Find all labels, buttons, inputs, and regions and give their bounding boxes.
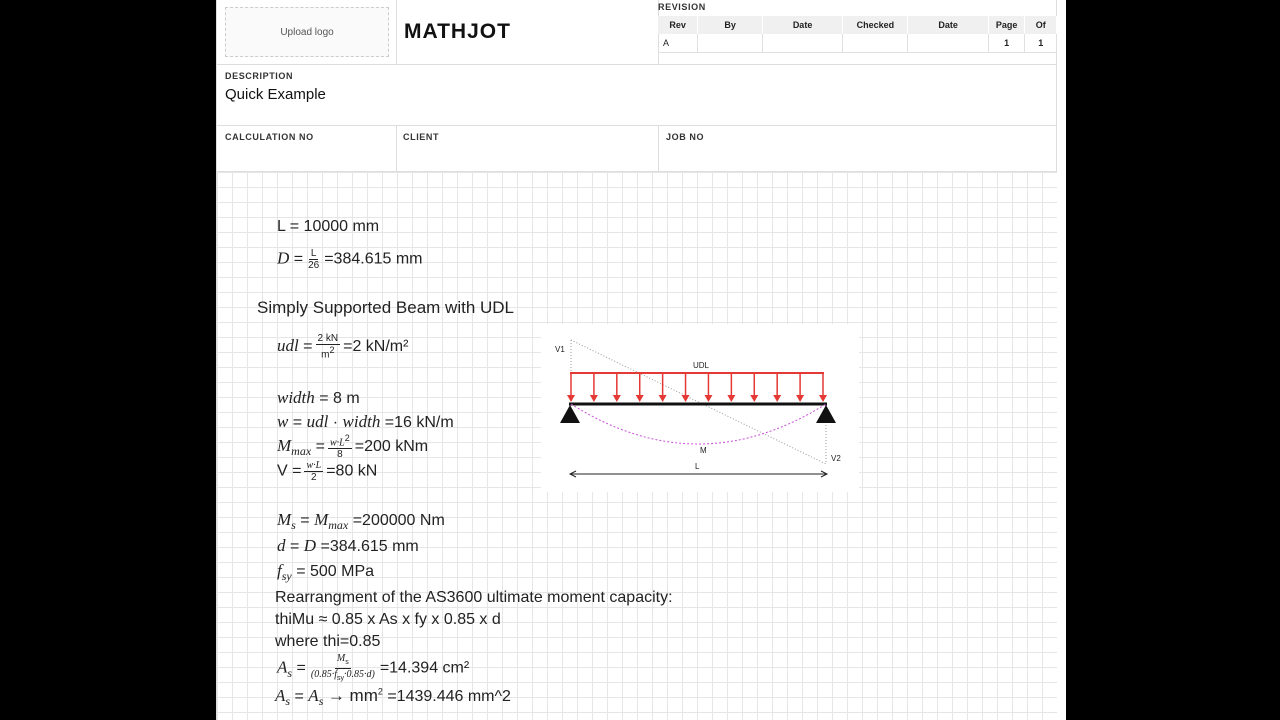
w-result: =16 kN/m — [384, 414, 454, 431]
udl-arrow-head — [750, 395, 758, 402]
depth-line[interactable]: D = $\frac{L}{26}$ =384.615 mm — [277, 248, 423, 271]
calculation-no-label: CALCULATION NO — [225, 132, 314, 142]
as-convert-line[interactable]: $A_s = A_s \to mm^2 =1439.446$ mm^2 — [275, 686, 511, 709]
udl-arrow-head — [636, 395, 644, 402]
ms-line[interactable]: $M_s = M_{max} =200000$ Nm — [277, 510, 445, 533]
udl-arrow-head — [590, 395, 598, 402]
width-line[interactable]: width = 8 m — [277, 388, 360, 407]
page-col-header: Page — [988, 16, 1025, 34]
revision-label: REVISION — [658, 2, 706, 12]
as-line[interactable]: $A_s$ = $\frac{M_s}{(0.85\cdot f_{sy}\cdot 0.85\cdot d)}$ =14.394 cm² — [277, 653, 470, 682]
note-line-3[interactable]: where thi=0.85 — [275, 633, 381, 650]
udl-arrow-head — [704, 395, 712, 402]
by-col-header: By — [698, 16, 763, 34]
shear-fraction: $\frac{w\cdot L}{2}$ — [306, 460, 322, 483]
udl-arrow-head — [819, 395, 827, 402]
length-line[interactable]: L = 10000 mm — [277, 218, 380, 235]
w-line[interactable]: w = udl · width =16 kN/m — [277, 412, 454, 431]
section-title[interactable]: Simply Supported Beam with UDL — [257, 298, 515, 317]
v1-label: V1 — [555, 345, 565, 354]
shear-diagram-line — [571, 340, 826, 464]
udl-arrows — [567, 373, 827, 402]
udl-arrow-head — [613, 395, 621, 402]
beam-diagram[interactable] — [541, 324, 859, 492]
description-field[interactable]: Quick Example — [225, 86, 326, 103]
shear-line[interactable]: V = $\frac{w\cdot L}{2}$ =80 kN — [277, 460, 378, 483]
revision-table — [658, 16, 1057, 53]
width-symbol: width — [277, 388, 315, 407]
date-col-header: Date — [908, 16, 988, 34]
beam-diagram-svg — [541, 324, 859, 492]
brand-title: MATHJOT — [404, 20, 511, 43]
udl-fraction: $\frac{2 kN}{m^2}$ — [317, 333, 339, 361]
moment-curve — [571, 404, 826, 444]
udl-arrow-head — [659, 395, 667, 402]
note-line-2[interactable]: thiMu ≈ 0.85 x As x fy x 0.85 x d — [275, 611, 501, 628]
v2-label: V2 — [831, 454, 841, 463]
as-result: =14.394 cm² — [379, 659, 470, 677]
checked-col-header: Checked — [843, 16, 908, 34]
fsy-line[interactable]: $f_{sy} = 500$ MPa — [277, 561, 375, 584]
right-support — [816, 405, 836, 423]
header-divider — [396, 125, 397, 171]
depth-fraction: $\frac{L}{26}$ — [308, 248, 320, 271]
udl-line[interactable]: udl = $\frac{2 kN}{m^2}$ =2 kN/m² — [277, 333, 409, 361]
by-cell[interactable] — [698, 34, 763, 53]
upload-logo-button[interactable]: Upload logo — [225, 7, 389, 57]
left-support — [560, 405, 580, 423]
d-symbol: D — [277, 248, 290, 268]
checked-date-cell[interactable] — [908, 34, 988, 53]
revision-row — [658, 34, 1057, 53]
udl-arrow-head — [773, 395, 781, 402]
page-cell[interactable]: 1 — [988, 34, 1025, 53]
udl-label: UDL — [693, 361, 710, 370]
header-divider — [396, 0, 397, 64]
description-label: DESCRIPTION — [225, 71, 294, 81]
mmax-fraction: $\frac{w\cdot L^2}{8}$ — [329, 433, 350, 461]
d-line[interactable]: d = D =384.615 mm — [277, 536, 419, 555]
header-divider — [658, 125, 659, 171]
checked-cell[interactable] — [843, 34, 908, 53]
as-fraction: $\frac{M_s}{(0.85\cdot f_{sy}\cdot 0.85\cdot d)}$ — [310, 653, 375, 682]
udl-result: =2 kN/m² — [343, 337, 409, 355]
date-col-header: Date — [762, 16, 842, 34]
of-cell[interactable]: 1 — [1025, 34, 1057, 53]
header-divider — [216, 125, 1057, 126]
mmax-line[interactable]: $M_{max}$ = $\frac{w\cdot L^2}{8}$ =200 kNm — [277, 433, 429, 461]
note-line-1[interactable]: Rearrangment of the AS3600 ultimate moment capacity: — [275, 589, 673, 606]
udl-arrow-head — [796, 395, 804, 402]
rev-col-header: Rev — [658, 16, 698, 34]
length-label: L — [695, 462, 700, 471]
rev-cell[interactable]: A — [658, 34, 698, 53]
moment-label: M — [700, 446, 707, 455]
shear-result: =80 kN — [326, 462, 378, 480]
mmax-result: =200 kNm — [354, 437, 429, 455]
udl-arrow-head — [682, 395, 690, 402]
header-divider — [216, 64, 1057, 65]
job-no-label: JOB NO — [666, 132, 705, 142]
of-col-header: Of — [1025, 16, 1057, 34]
udl-symbol: udl — [277, 335, 299, 355]
depth-result: =384.615 mm — [324, 250, 423, 268]
udl-arrow-head — [567, 395, 575, 402]
client-label: CLIENT — [403, 132, 440, 142]
udl-arrow-head — [727, 395, 735, 402]
date-cell[interactable] — [762, 34, 842, 53]
